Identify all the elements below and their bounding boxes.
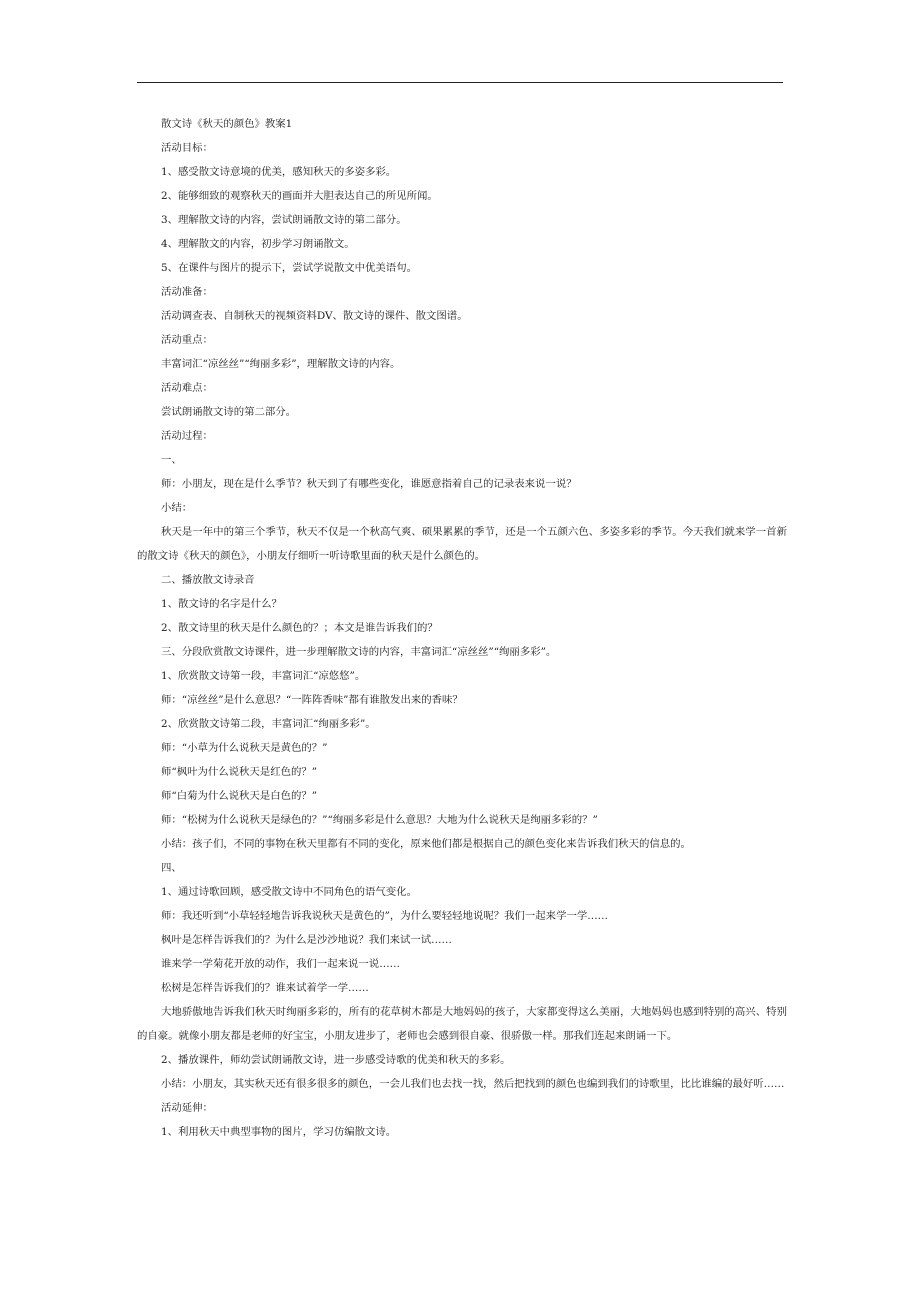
paragraph: 小结：小朋友，其实秋天还有很多很多的颜色，一会儿我们也去找一找，然后把找到的颜色也编到我们的诗歌里，比比谁编的最好听…… [161, 1078, 785, 1090]
step-heading: 二、播放散文诗录音 [161, 574, 255, 586]
section-heading: 活动重点： [161, 334, 213, 346]
paragraph: 师：“小草为什么说秋天是黄色的？” [161, 742, 328, 754]
paragraph: 师：“松树为什么说秋天是绿色的？”“绚丽多彩是什么意思？大地为什么说秋天是绚丽多彩的？” [161, 814, 598, 826]
list-item: 2、欣赏散文诗第二段，丰富词汇“绚丽多彩”。 [161, 718, 376, 730]
paragraph: 松树是怎样告诉我们的？谁来试着学一学…… [161, 982, 369, 994]
header-rule [137, 82, 783, 83]
paragraph: 大地骄傲地告诉我们秋天时绚丽多彩的，所有的花草树木都是大地妈妈的孩子，大家都变得这么美丽，大地妈妈也感到特别的高兴、特别的自豪。就像小朋友都是老师的好宝宝，小朋友进步了，老师也会感到很自豪、很骄傲一样。那我们连起来朗诵一下。 [137, 1006, 787, 1042]
summary-label: 小结： [161, 502, 193, 514]
paragraph: 谁来学一学菊花开放的动作，我们一起来说一说…… [161, 958, 400, 970]
step-heading: 三、分段欣赏散文诗课件，进一步理解散文诗的内容，丰富词汇“凉丝丝”“绚丽多彩”。 [161, 646, 557, 658]
section-heading: 活动过程： [161, 430, 213, 442]
paragraph: 师：“凉丝丝”是什么意思？“一阵阵香味”都有谁散发出来的香味？ [161, 694, 463, 706]
paragraph: 枫叶是怎样告诉我们的？为什么是沙沙地说？我们来试一试…… [161, 934, 452, 946]
list-item: 4、理解散文的内容，初步学习朗诵散文。 [161, 238, 355, 250]
document-title: 散文诗《秋天的颜色》教案1 [161, 118, 293, 130]
list-item: 2、能够细致的观察秋天的画面并大胆表达自己的所见所闻。 [161, 190, 438, 202]
paragraph: 师“枫叶为什么说秋天是红色的？” [161, 766, 318, 778]
section-heading: 活动延伸： [161, 1102, 213, 1114]
list-item: 1、通过诗歌回顾，感受散文诗中不同角色的语气变化。 [161, 886, 417, 898]
paragraph: 师：我还听到“小草轻轻地告诉我说秋天是黄色的”，为什么要轻轻地说呢？我们一起来学一学…… [161, 910, 609, 922]
step-heading: 一、 [161, 454, 182, 466]
list-item: 2、播放课件，师幼尝试朗诵散文诗，进一步感受诗歌的优美和秋天的多彩。 [161, 1054, 511, 1066]
list-item: 1、利用秋天中典型事物的图片，学习仿编散文诗。 [161, 1126, 397, 1138]
step-heading: 四、 [161, 862, 182, 874]
paragraph: 师“白菊为什么说秋天是白色的？” [161, 790, 318, 802]
paragraph: 秋天是一年中的第三个季节，秋天不仅是一个秋高气爽、硕果累累的季节，还是一个五颜六色、多姿多彩的季节。今天我们就来学一首新的散文诗《秋天的颜色》，小朋友仔细听一听诗歌里面的秋天是什么颜色的。 [137, 526, 787, 562]
list-item: 1、欣赏散文诗第一段，丰富词汇“凉悠悠”。 [161, 670, 366, 682]
paragraph: 小结：孩子们，不同的事物在秋天里都有不同的变化，原来他们都是根据自己的颜色变化来告诉我们秋天的信息的。 [161, 838, 691, 850]
paragraph: 尝试朗诵散文诗的第二部分。 [161, 406, 297, 418]
list-item: 1、感受散文诗意境的优美，感知秋天的多姿多彩。 [161, 166, 397, 178]
paragraph: 师：小朋友，现在是什么季节？秋天到了有哪些变化，谁愿意指着自己的记录表来说一说？ [161, 478, 577, 490]
list-item: 3、理解散文诗的内容，尝试朗诵散文诗的第二部分。 [161, 214, 407, 226]
section-heading: 活动准备： [161, 286, 213, 298]
document-body [137, 112, 787, 1144]
paragraph: 活动调查表、自制秋天的视频资料DV、散文诗的课件、散文图谱。 [161, 310, 468, 322]
list-item: 2、散文诗里的秋天是什么颜色的？；本文是谁告诉我们的？ [161, 622, 438, 634]
list-item: 1、散文诗的名字是什么？ [161, 598, 282, 610]
list-item: 5、在课件与图片的提示下，尝试学说散文中优美语句。 [161, 262, 417, 274]
section-heading: 活动目标： [161, 142, 213, 154]
paragraph: 丰富词汇“凉丝丝”“绚丽多彩”，理解散文诗的内容。 [161, 358, 401, 370]
section-heading: 活动难点： [161, 382, 213, 394]
